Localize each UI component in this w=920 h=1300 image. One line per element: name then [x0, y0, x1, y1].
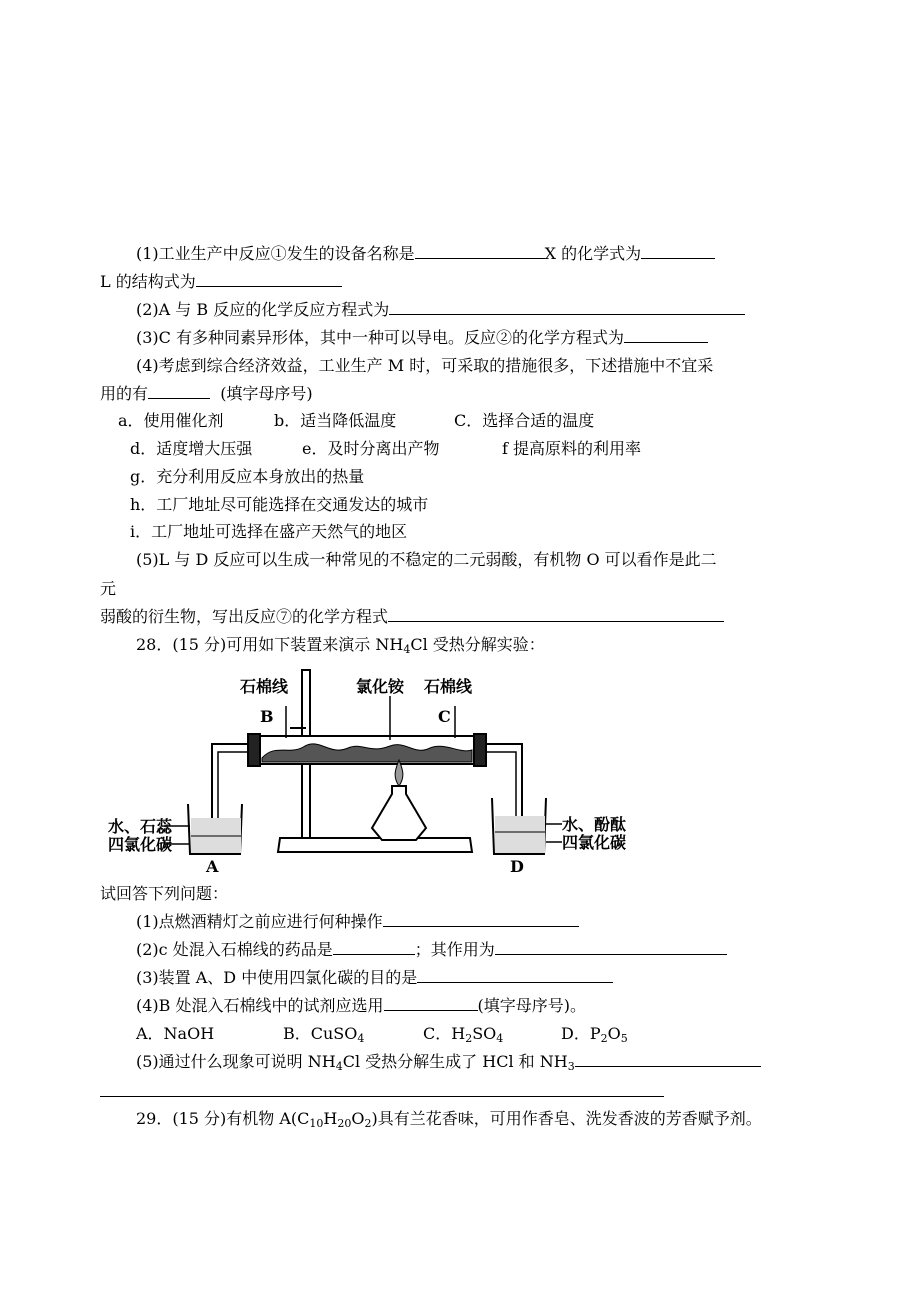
q27-p1-text-a: (1)工业生产中反应①发生的设备名称是 — [136, 244, 415, 263]
q27-option-h: h．工厂地址尽可能选择在交通发达的城市 — [130, 495, 429, 514]
q27-p4-text-b: 用的有 — [100, 384, 149, 403]
q28-p4-text-b: (填字母序号)。 — [477, 996, 587, 1015]
q27-options-row1 — [118, 410, 594, 432]
q29-text-d: )具有兰花香味，可用作香皂、洗发香波的芳香赋予剂。 — [371, 1109, 762, 1128]
q27-p5-line3 — [100, 606, 724, 628]
apparatus-diagram — [100, 668, 640, 880]
q28-p4-line — [136, 995, 586, 1017]
q28-p1-line — [136, 911, 579, 933]
q27-p4-line1 — [136, 355, 713, 377]
q28-option-B: B．CuSO$_4$ — [283, 1024, 365, 1045]
q28-p5-line — [136, 1051, 761, 1073]
q28-p1-text: (1)点燃酒精灯之前应进行何种操作 — [136, 912, 383, 931]
q28-p5-text-b: Cl 受热分解生成了 HCl 和 NH — [342, 1052, 568, 1071]
tube-stopper-right — [474, 734, 486, 766]
q27-option-i: i．工厂地址可选择在盛产天然气的地区 — [130, 522, 408, 541]
q27-p5-blank[interactable] — [388, 606, 724, 622]
label-B: B — [260, 707, 274, 726]
q28-intro — [100, 883, 228, 905]
q27-option-b: b．适当降低温度 — [274, 411, 397, 430]
tube-stopper-left — [248, 734, 260, 766]
q28-p1-blank[interactable] — [383, 911, 579, 927]
q27-option-i-line — [130, 521, 407, 543]
q28-p2-text-a: (2)c 处混入石棉线的药品是 — [136, 940, 333, 959]
q28-p5-answer-line[interactable] — [100, 1096, 664, 1097]
q29-text-a: 29．(15 分)有机物 A(C — [136, 1109, 310, 1128]
q28-p3-line — [136, 967, 613, 989]
q28-p4-blank[interactable] — [384, 995, 478, 1011]
q27-p4-text-a: (4)考虑到综合经济效益，工业生产 M 时，可采取的措施很多，下述措施中不宜采 — [136, 356, 714, 375]
beaker-D-liquid — [495, 816, 545, 853]
q27-p4-text-c: (填字母序号) — [220, 384, 313, 403]
q28-option-D: D．$P_2O_5$ — [561, 1024, 628, 1045]
q27-options-row2 — [130, 438, 641, 460]
q28-p4-text-a: (4)B 处混入石棉线中的试剂应选用 — [136, 996, 384, 1015]
q27-p1-blank-equipment[interactable] — [415, 243, 545, 259]
q27-p3-text: (3)C 有多种同素异形体，其中一种可以导电。反应②的化学方程式为 — [136, 328, 624, 347]
q28-p3-text: (3)装置 A、D 中使用四氯化碳的目的是 — [136, 968, 418, 987]
q28-p5-sub2: 3 — [567, 1060, 575, 1073]
q27-p2-blank[interactable] — [389, 299, 745, 315]
q28-title — [136, 634, 545, 656]
q28-title-text-b: Cl 受热分解实验： — [410, 635, 545, 654]
q28-title-text-a: 28．(15 分)可用如下装置来演示 NH — [136, 635, 404, 654]
q27-p5-line2 — [100, 578, 116, 600]
label-left-liquid-2: 四氯化碳 — [108, 835, 173, 854]
q27-p2-line — [136, 299, 745, 321]
q27-option-h-line — [130, 494, 428, 516]
q28-option-A: A．NaOH — [136, 1024, 215, 1043]
q28-options — [136, 1023, 628, 1045]
q27-option-a: a．使用催化剂 — [118, 411, 224, 430]
q29-sub2: 20 — [337, 1117, 352, 1130]
q27-p1-text-c: L 的结构式为 — [100, 272, 196, 291]
q27-p3-blank[interactable] — [624, 327, 708, 343]
q27-p5-text-c: 弱酸的衍生物，写出反应⑦的化学方程式 — [100, 607, 389, 626]
q27-p1-blank-l-structure[interactable] — [196, 271, 342, 287]
q27-p1-line1 — [136, 243, 715, 265]
q27-p5-text-a: (5)L 与 D 反应可以生成一种常见的不稳定的二元弱酸，有机物 O 可以看作是此二 — [136, 550, 717, 569]
q28-p2-line — [136, 939, 727, 961]
q27-option-d: d．适度增大压强 — [130, 439, 253, 458]
q28-p5-sub: 4 — [335, 1060, 343, 1073]
q28-intro-text: 试回答下列问题： — [100, 884, 229, 903]
apparatus-figure — [100, 668, 640, 880]
q27-option-g: g．充分利用反应本身放出的热量 — [130, 467, 365, 486]
q27-option-f: f 提高原料的利用率 — [502, 439, 642, 458]
q28-p2-blank-2[interactable] — [495, 939, 727, 955]
alcohol-lamp — [372, 786, 426, 840]
label-right-liquid-2: 四氯化碳 — [562, 833, 627, 852]
q29-sub1: 10 — [309, 1117, 324, 1130]
q27-option-g-line — [130, 466, 364, 488]
q28-p5-text-a: (5)通过什么现象可说明 NH — [136, 1052, 336, 1071]
q28-p5-blank[interactable] — [575, 1051, 761, 1067]
q27-p3-line — [136, 327, 708, 349]
q29-line — [136, 1108, 762, 1130]
label-left-liquid-1: 水、石蕊 — [108, 817, 173, 836]
q29-text-c: O — [351, 1109, 365, 1128]
q27-option-e: e．及时分离出产物 — [302, 439, 440, 458]
q28-p3-blank[interactable] — [417, 967, 613, 983]
stand-base — [278, 838, 472, 852]
label-D: D — [510, 857, 524, 876]
q28-option-C: C．$H_2SO_4$ — [423, 1024, 504, 1045]
label-right-liquid-1: 水、酚酞 — [562, 815, 627, 834]
q27-p1-line2 — [100, 271, 342, 293]
q27-p4-line2 — [100, 383, 313, 405]
q27-p4-blank[interactable] — [148, 383, 210, 399]
q27-p5-text-b: 元 — [100, 579, 117, 598]
q27-p1-text-b: X 的化学式为 — [544, 244, 642, 263]
q29-text-b: H — [323, 1109, 338, 1128]
q27-p2-text: (2)A 与 B 反应的化学反应方程式为 — [136, 300, 390, 319]
q27-p1-blank-x-formula[interactable] — [641, 243, 715, 259]
label-asbestos-left: 石棉线 — [240, 677, 289, 696]
label-C: C — [438, 707, 451, 726]
label-nh4cl: 氯化铵 — [356, 677, 405, 696]
q28-title-sub: 4 — [403, 643, 411, 656]
q28-p2-text-b: ；其作用为 — [414, 940, 495, 959]
label-asbestos-right: 石棉线 — [424, 677, 473, 696]
q28-p2-blank-1[interactable] — [333, 939, 415, 955]
label-A: A — [206, 857, 219, 876]
q29-sub3: 2 — [364, 1117, 372, 1130]
q27-p5-line1 — [136, 549, 717, 571]
q27-option-c: C．选择合适的温度 — [454, 411, 595, 430]
